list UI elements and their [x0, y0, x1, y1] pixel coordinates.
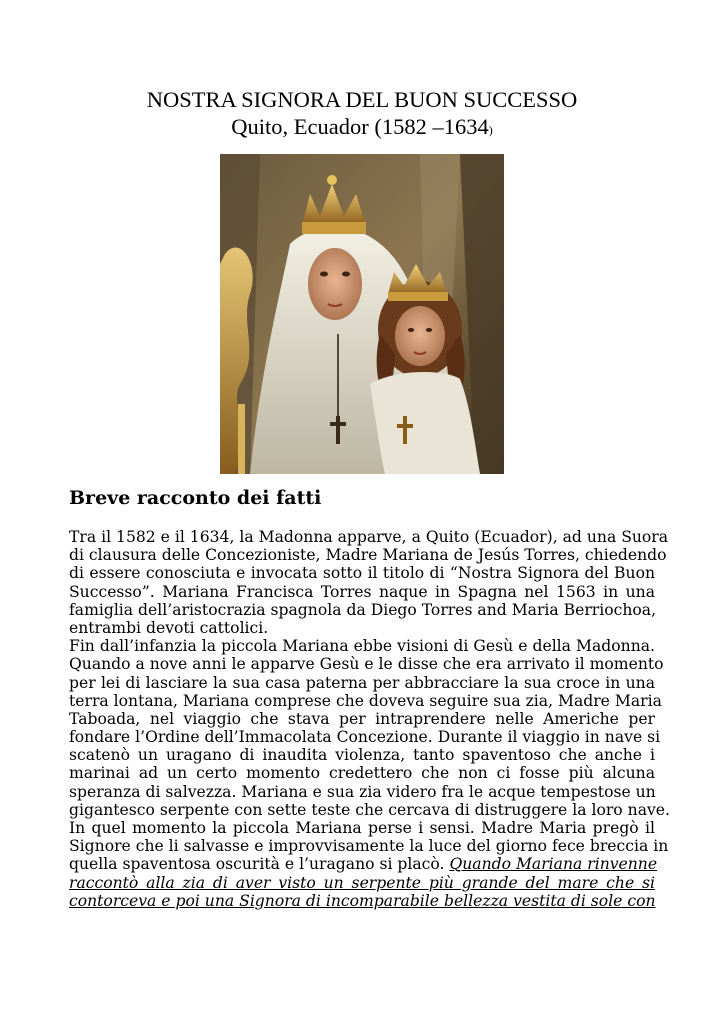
- madonna-photo: [220, 154, 504, 474]
- text-line: entrambi devoti cattolici.: [69, 618, 269, 637]
- text-line: di clausura delle Concezioniste, Madre Mariana de Jesús Torres, chiedendo: [69, 546, 667, 565]
- text-line-emphasis: raccontò alla zia di aver visto un serpente più grande del mare che si: [69, 873, 655, 892]
- text-line-mixed: [69, 855, 658, 874]
- title-line-1: NOSTRA SIGNORA DEL BUON SUCCESSO: [146, 87, 578, 112]
- body-paragraphs: [69, 528, 670, 910]
- text-line: per lei di lasciare la sua casa paterna per abbracciare la sua croce in una: [69, 673, 655, 692]
- text-line: Quando a nove anni le apparve Gesù e le disse che era arrivato il momento: [69, 655, 664, 674]
- text-line: terra lontana, Mariana comprese che doveva seguire sua zia, Madre Maria: [69, 691, 662, 710]
- document-title: [0, 86, 724, 144]
- section-heading: Breve racconto dei fatti: [69, 487, 322, 509]
- text-line: di essere conosciuta e invocata sotto il titolo di “Nostra Signora del Buon: [69, 564, 655, 583]
- title-line-2: [231, 114, 492, 139]
- title-line-2-paren: ): [488, 123, 493, 137]
- text-emphasis: Quando Mariana rinvenne: [449, 855, 658, 874]
- text-line: Taboada, nel viaggio che stava per intraprendere nelle Americhe per: [69, 709, 655, 728]
- text-line: speranza di salvezza. Mariana e sua zia videro fra le acque tempestose un: [69, 782, 656, 801]
- text-line: Successo”. Mariana Francisca Torres naque in Spagna nel 1563 in una: [69, 582, 655, 601]
- text-line: marinai ad un certo momento credettero che non ci fosse più alcuna: [69, 764, 655, 783]
- text-line: In quel momento la piccola Mariana perse i sensi. Madre Maria pregò il: [69, 819, 655, 837]
- text-line: Tra il 1582 e il 1634, la Madonna apparve, a Quito (Ecuador), ad una Suora: [69, 528, 669, 546]
- text-line: famiglia dell’aristocrazia spagnola da Diego Torres and Maria Berriochoa,: [69, 600, 657, 619]
- text-line-emphasis: contorceva e poi una Signora di incomparabile bellezza vestita di sole con: [69, 891, 656, 910]
- title-line-2-text: Quito, Ecuador (1582 –1634: [231, 114, 489, 139]
- text-plain: quella spaventosa oscurità e l’uragano si placò.: [69, 855, 450, 874]
- text-line: scatenò un uragano di inaudita violenza, tanto spaventoso che anche i: [69, 746, 655, 765]
- text-line: Signore che li salvasse e improvvisamente la luce del giorno fece breccia in: [69, 837, 669, 856]
- text-line: fondare l’Ordine dell’Immacolata Concezione. Durante il viaggio in nave si: [69, 728, 661, 747]
- text-line: gigantesco serpente con sette teste che cercava di distruggere la loro nave.: [69, 800, 670, 819]
- text-line: Fin dall’infanzia la piccola Mariana ebbe visioni di Gesù e della Madonna.: [69, 637, 655, 656]
